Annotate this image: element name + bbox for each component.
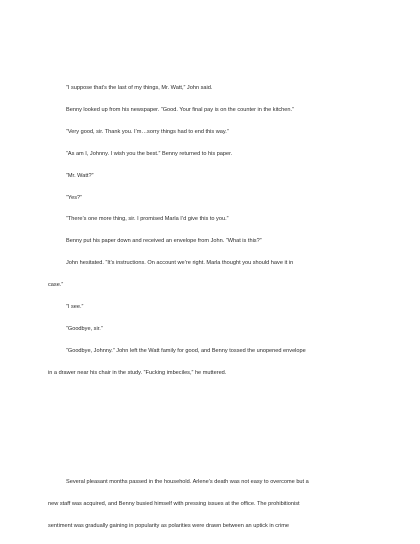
paragraph-line: John hesitated. “It’s instructions. On account we’re right. Marla thought you should have it in [66, 260, 294, 266]
paragraph-line: “Very good, sir. Thank you. I’m…sorry things had to end this way.” [66, 129, 229, 135]
paragraph-line: “I suppose that’s the last of my things, Mr. Watt,” John said. [66, 85, 213, 91]
paragraph-line: Benny looked up from his newspaper. “Good. Your final pay is on the counter in the kitchen.” [66, 107, 294, 113]
paragraph-line: Benny put his paper down and received an envelope from John. “What is this?” [66, 238, 262, 244]
paragraph-line: new staff was acquired, and Benny busied himself with pressing issues at the office. The prohibitionist [48, 501, 300, 507]
paragraph-line: “Goodbye, Johnny.” John left the Watt family for good, and Benny tossed the unopened envelope [66, 348, 306, 354]
paragraph-line: case.” [48, 282, 64, 288]
paragraph-line: sentiment was gradually gaining in popularity as polarities were drawn between an uptick in crime [48, 523, 289, 529]
paragraph-line: “I see.” [66, 304, 84, 310]
paragraph-line: “Mr. Watt?” [66, 173, 94, 179]
paragraph-line: “There’s one more thing, sir. I promised Marla I’d give this to you.” [66, 216, 229, 222]
paragraph-line: in a drawer near his chair in the study. “Fucking imbeciles,” he muttered. [48, 370, 227, 376]
paragraph-line: “As am I, Johnny. I wish you the best.” Benny returned to his paper. [66, 151, 233, 157]
paragraph-line: Several pleasant months passed in the household. Arlene’s death was not easy to overcome but a [66, 479, 309, 485]
paragraph-line: “Goodbye, sir.” [66, 326, 103, 332]
paragraph-line: “Yes?” [66, 195, 82, 201]
